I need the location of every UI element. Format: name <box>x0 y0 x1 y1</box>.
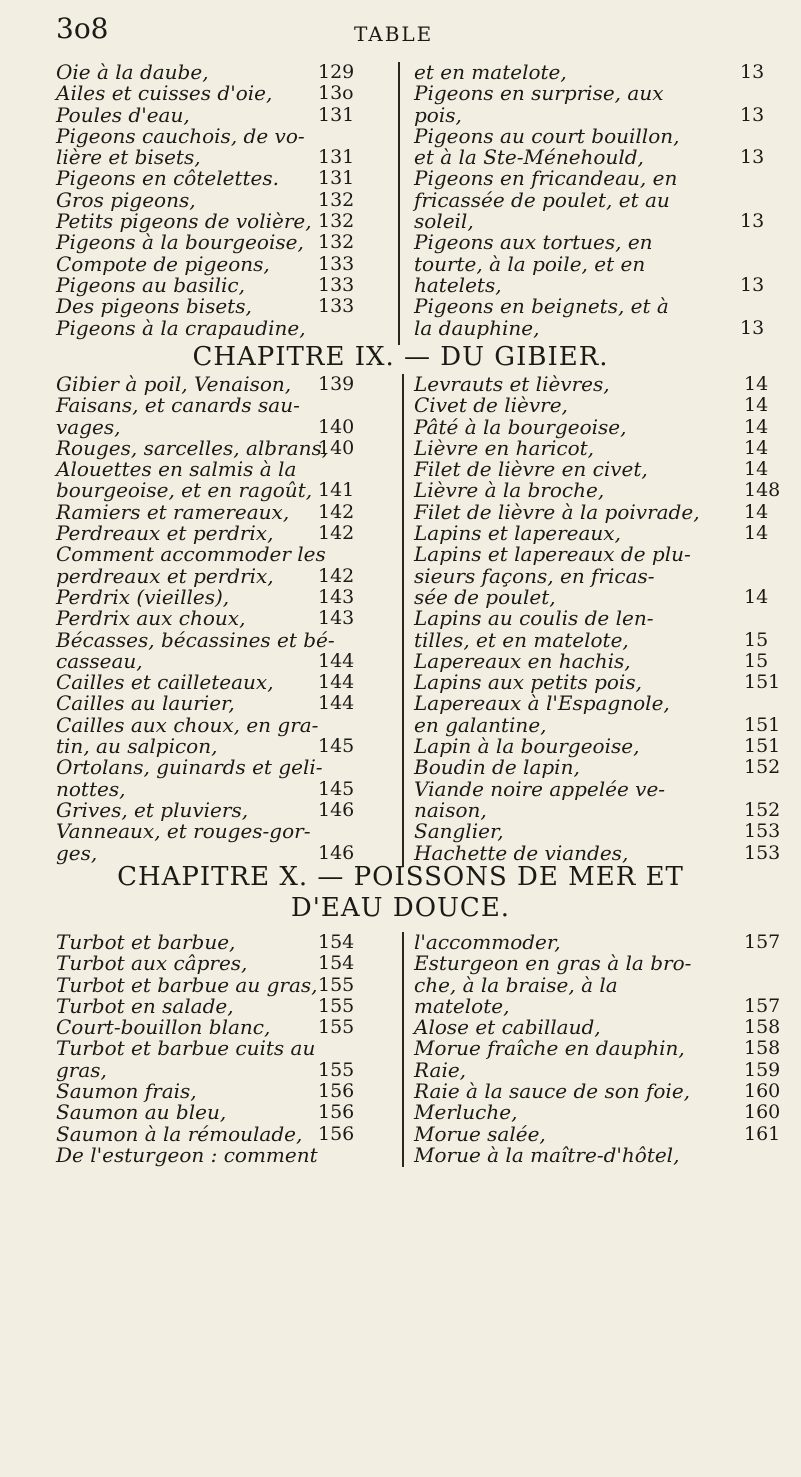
entry-title: Filet de lièvre en civet, <box>414 457 648 482</box>
entry-title: Merluche, <box>414 1100 518 1125</box>
entry-title: Lapins et lapereaux, <box>414 521 621 546</box>
index-entry <box>414 315 794 340</box>
entry-page-number: 152 <box>744 798 781 821</box>
entry-title: soleil, <box>414 209 474 234</box>
index-entry <box>414 62 794 83</box>
entry-title: Perdrix aux choux, <box>56 606 246 631</box>
entry-title: Morue à la maître-d'hôtel, <box>414 1142 680 1167</box>
entry-title: nottes, <box>56 776 126 801</box>
entry-title: bourgeoise, et en ragoût, <box>56 478 313 503</box>
index-entry <box>414 544 794 565</box>
index-entry <box>56 736 386 757</box>
entry-title: Pigeons à la bourgeoise, <box>56 230 304 255</box>
index-entry <box>414 1142 794 1167</box>
index-entry <box>414 821 794 842</box>
index-entry <box>56 840 386 865</box>
index-entry <box>56 672 386 693</box>
index-entry <box>414 627 794 652</box>
entry-page-number: 142 <box>318 500 355 523</box>
entry-page-number: 157 <box>744 931 781 953</box>
running-head: TABLE <box>354 22 434 46</box>
index-entry <box>414 776 794 801</box>
index-entry <box>56 932 386 953</box>
entry-page-number: 13o <box>318 82 354 105</box>
entry-title: De l'esturgeon : comment <box>56 1142 318 1167</box>
entry-title: matelote, <box>414 993 510 1018</box>
entry-title: lière et bisets, <box>56 145 201 170</box>
entry-page-number: 140 <box>318 415 355 438</box>
entry-title: Turbot aux câpres, <box>56 951 248 976</box>
entry-page-number: 148 <box>744 479 781 502</box>
entry-title: naison, <box>414 797 487 822</box>
index-entry <box>56 797 386 822</box>
entry-title: fricassée de poulet, et au <box>414 187 670 212</box>
page-header <box>0 12 801 46</box>
index-entry <box>414 672 794 693</box>
section3-left-column <box>56 932 386 1166</box>
entry-page-number: 156 <box>318 1080 355 1103</box>
entry-title: casseau, <box>56 648 143 673</box>
entry-title: la dauphine, <box>414 315 540 340</box>
entry-title: Turbot et barbue, <box>56 930 236 954</box>
entry-page-number: 141 <box>318 479 355 502</box>
entry-page-number: 152 <box>744 756 781 779</box>
index-entry <box>414 797 794 822</box>
index-entry <box>56 1017 386 1038</box>
entry-title: Lapereaux en hachis, <box>414 648 631 673</box>
index-entry <box>414 374 794 395</box>
entry-title: Pigeons au court bouillon, <box>414 123 680 148</box>
entry-title: Rouges, sarcelles, albrans, <box>56 435 329 460</box>
index-entry <box>56 972 386 997</box>
entry-page-number: 132 <box>318 210 355 233</box>
entry-page-number: 14 <box>744 500 769 523</box>
entry-page-number: 13 <box>740 103 765 126</box>
index-entry <box>56 211 386 232</box>
index-entry <box>56 296 386 317</box>
entry-page-number: 15 <box>744 649 769 672</box>
index-entry <box>414 1057 794 1082</box>
entry-page-number: 146 <box>318 841 355 864</box>
entry-title: Filet de lièvre à la poivrade, <box>414 499 700 524</box>
entry-title: Des pigeons bisets, <box>56 294 252 319</box>
entry-page-number: 146 <box>318 798 355 821</box>
index-entry <box>56 102 386 127</box>
index-entry <box>414 736 794 757</box>
entry-title: Morue salée, <box>414 1121 546 1146</box>
entry-page-number: 151 <box>744 735 781 758</box>
index-entry <box>414 1121 794 1146</box>
index-entry <box>56 187 386 212</box>
index-entry <box>56 544 386 565</box>
index-entry <box>56 1121 386 1146</box>
entry-page-number: 155 <box>318 1058 355 1081</box>
index-entry <box>414 296 794 317</box>
entry-title: Saumon au bleu, <box>56 1100 227 1125</box>
index-entry <box>414 1017 794 1038</box>
entry-title: Oie à la daube, <box>56 60 209 84</box>
index-entry <box>56 993 386 1018</box>
entry-page-number: 14 <box>744 436 769 459</box>
index-entry <box>414 187 794 212</box>
entry-title: Turbot et barbue cuits au <box>56 1036 316 1061</box>
index-entry <box>414 435 794 460</box>
entry-page-number: 13 <box>740 210 765 233</box>
index-entry <box>56 480 386 501</box>
entry-title: Grives, et pluviers, <box>56 797 249 822</box>
chapter-9-heading: CHAPITRE IX. — DU GIBIER. <box>192 342 609 372</box>
entry-title: Turbot et barbue au gras, <box>56 972 318 997</box>
entry-page-number: 158 <box>744 1037 781 1060</box>
entry-title: Levrauts et lièvres, <box>414 372 610 396</box>
entry-title: Lapin à la bourgeoise, <box>414 734 640 759</box>
index-entry <box>414 499 794 524</box>
entry-title: Pigeons à la crapaudine, <box>56 315 306 340</box>
entry-page-number: 13 <box>740 61 765 83</box>
entry-title: Cailles aux choux, en gra- <box>56 712 319 737</box>
index-entry <box>414 123 794 148</box>
index-entry <box>56 1081 386 1102</box>
entry-page-number: 13 <box>740 273 765 296</box>
index-entry <box>56 315 386 340</box>
entry-title: Raie, <box>414 1057 467 1082</box>
index-entry <box>414 1038 794 1059</box>
entry-title: Cailles et cailleteaux, <box>56 670 274 695</box>
entry-title: Ortolans, guinards et geli- <box>56 755 323 780</box>
index-entry <box>414 168 794 189</box>
entry-title: perdreaux et perdrix, <box>56 563 274 588</box>
index-entry <box>414 972 794 997</box>
entry-page-number: 14 <box>744 458 769 481</box>
index-entry <box>56 776 386 801</box>
column-rule <box>402 374 404 867</box>
entry-page-number: 153 <box>744 841 781 864</box>
index-entry <box>56 1038 386 1059</box>
entry-title: Cailles au laurier, <box>56 691 235 716</box>
index-entry <box>414 272 794 297</box>
index-entry <box>56 251 386 276</box>
index-entry <box>414 232 794 253</box>
entry-title: che, à la braise, à la <box>414 972 618 997</box>
entry-page-number: 140 <box>318 436 355 459</box>
index-entry <box>56 374 386 395</box>
entry-page-number: 14 <box>744 394 769 417</box>
entry-title: Esturgeon en gras à la bro- <box>414 951 692 976</box>
entry-page-number: 139 <box>318 373 355 395</box>
entry-title: Pigeons au basilic, <box>56 272 245 297</box>
entry-title: en galantine, <box>414 712 547 737</box>
entry-page-number: 142 <box>318 564 355 587</box>
entry-title: Hachette de viandes, <box>414 840 629 865</box>
index-entry <box>414 840 794 865</box>
entry-title: Petits pigeons de volière, <box>56 209 312 234</box>
entry-page-number: 144 <box>318 671 355 694</box>
index-entry <box>414 608 794 629</box>
entry-page-number: 155 <box>318 1016 355 1039</box>
entry-title: Sanglier, <box>414 819 504 844</box>
index-entry <box>414 1081 794 1102</box>
entry-title: hatelets, <box>414 272 502 297</box>
entry-title: Civet de lièvre, <box>414 393 568 418</box>
entry-title: Perdreaux et perdrix, <box>56 521 274 546</box>
entry-title: Raie à la sauce de son foie, <box>414 1079 691 1104</box>
entry-page-number: 129 <box>318 61 355 83</box>
entry-title: Pigeons aux tortues, en <box>414 230 653 255</box>
entry-page-number: 159 <box>744 1058 781 1081</box>
entry-page-number: 154 <box>318 952 355 975</box>
index-entry <box>414 563 794 588</box>
entry-title: Comment accommoder les <box>56 542 326 567</box>
entry-title: Pigeons en beignets, et à <box>414 294 669 319</box>
entry-title: sieurs façons, en fricas- <box>414 563 655 588</box>
index-entry <box>56 627 386 652</box>
index-entry <box>414 1102 794 1123</box>
entry-title: Saumon frais, <box>56 1079 197 1104</box>
entry-title: Court-bouillon blanc, <box>56 1015 271 1040</box>
entry-title: Lapins au coulis de len- <box>414 606 654 631</box>
section2-left-column <box>56 374 386 864</box>
entry-page-number: 161 <box>744 1122 781 1145</box>
entry-page-number: 133 <box>318 252 355 275</box>
entry-title: vages, <box>56 414 121 439</box>
section1-left-column <box>56 62 386 339</box>
entry-title: Poules d'eau, <box>56 102 190 127</box>
entry-page-number: 160 <box>744 1101 781 1124</box>
entry-title: et à la Ste-Ménehould, <box>414 145 644 170</box>
chapter-10-heading-line2: D'EAU DOUCE. <box>290 893 511 923</box>
index-entry <box>414 648 794 673</box>
entry-title: Compote de pigeons, <box>56 251 270 276</box>
index-entry <box>56 123 386 148</box>
entry-page-number: 157 <box>744 994 781 1017</box>
entry-page-number: 143 <box>318 585 355 608</box>
index-entry <box>56 168 386 189</box>
index-entry <box>414 584 794 609</box>
entry-page-number: 154 <box>318 931 355 953</box>
index-entry <box>56 147 386 168</box>
entry-page-number: 151 <box>744 671 781 694</box>
entry-title: Viande noire appelée ve- <box>414 776 666 801</box>
index-entry <box>56 62 386 83</box>
column-rule <box>398 62 400 345</box>
index-entry <box>414 459 794 480</box>
entry-title: Ailes et cuisses d'oie, <box>56 81 273 106</box>
entry-title: pois, <box>414 102 462 127</box>
index-entry <box>56 272 386 297</box>
entry-page-number: 131 <box>318 146 355 169</box>
entry-title: Morue fraîche en dauphin, <box>414 1036 685 1061</box>
entry-page-number: 132 <box>318 188 355 211</box>
entry-title: Perdrix (vieilles), <box>56 584 230 609</box>
entry-title: Lapins et lapereaux de plu- <box>414 542 691 567</box>
entry-page-number: 143 <box>318 607 355 630</box>
entry-page-number: 144 <box>318 692 355 715</box>
index-entry <box>414 414 794 439</box>
entry-title: tin, au salpicon, <box>56 734 218 759</box>
section3-right-column <box>414 932 794 1166</box>
entry-page-number: 160 <box>744 1080 781 1103</box>
entry-title: Boudin de lapin, <box>414 755 580 780</box>
section2-right-column <box>414 374 794 864</box>
entry-page-number: 13 <box>740 316 765 339</box>
column-rule <box>402 932 404 1167</box>
index-entry <box>414 693 794 714</box>
entry-title: Lièvre en haricot, <box>414 435 595 460</box>
entry-title: Pigeons cauchois, de vo- <box>56 123 305 148</box>
entry-title: Turbot en salade, <box>56 993 234 1018</box>
index-entry <box>56 953 386 974</box>
index-entry <box>56 712 386 737</box>
entry-title: Faisans, et canards sau- <box>56 393 300 418</box>
index-entry <box>56 83 386 104</box>
index-entry <box>56 584 386 609</box>
entry-title: Alose et cabillaud, <box>414 1015 601 1040</box>
index-entry <box>56 232 386 253</box>
entry-page-number: 156 <box>318 1122 355 1145</box>
index-entry <box>56 608 386 629</box>
entry-title: Lapereaux à l'Espagnole, <box>414 691 670 716</box>
entry-page-number: 14 <box>744 522 769 545</box>
index-entry <box>56 523 386 544</box>
entry-title: sée de poulet, <box>414 584 556 609</box>
entry-page-number: 144 <box>318 649 355 672</box>
entry-title: Vanneaux, et rouges-gor- <box>56 819 311 844</box>
section1-right-column <box>414 62 794 339</box>
index-entry <box>414 83 794 104</box>
entry-page-number: 151 <box>744 713 781 736</box>
entry-title: Pigeons en surprise, aux <box>414 81 664 106</box>
entry-title: Gros pigeons, <box>56 187 196 212</box>
entry-title: l'accommoder, <box>414 930 561 954</box>
index-entry <box>56 459 386 480</box>
index-entry <box>56 1142 386 1167</box>
index-entry <box>414 993 794 1018</box>
index-entry <box>56 563 386 588</box>
entry-title: gras, <box>56 1057 107 1082</box>
index-entry <box>414 251 794 276</box>
entry-page-number: 14 <box>744 415 769 438</box>
entry-title: Gibier à poil, Venaison, <box>56 372 292 396</box>
index-entry <box>56 395 386 416</box>
index-entry <box>56 821 386 842</box>
entry-title: Pâté à la bourgeoise, <box>414 414 627 439</box>
entry-page-number: 132 <box>318 231 355 254</box>
page-number: 3o8 <box>56 12 109 45</box>
entry-title: ges, <box>56 840 98 865</box>
index-entry <box>56 757 386 778</box>
index-entry <box>414 147 794 168</box>
entry-title: Bécasses, bécassines et bé- <box>56 627 335 652</box>
entry-page-number: 145 <box>318 777 355 800</box>
entry-page-number: 133 <box>318 295 355 318</box>
entry-page-number: 15 <box>744 628 769 651</box>
index-entry <box>414 712 794 737</box>
entry-title: Pigeons en fricandeau, en <box>414 166 678 191</box>
index-entry <box>414 523 794 544</box>
index-entry <box>414 953 794 974</box>
index-entry <box>414 102 794 127</box>
entry-page-number: 156 <box>318 1101 355 1124</box>
index-entry <box>414 480 794 501</box>
entry-title: Lièvre à la broche, <box>414 478 605 503</box>
index-entry <box>56 1102 386 1123</box>
entry-page-number: 142 <box>318 522 355 545</box>
entry-page-number: 158 <box>744 1016 781 1039</box>
entry-page-number: 131 <box>318 167 355 190</box>
entry-page-number: 153 <box>744 820 781 843</box>
entry-page-number: 133 <box>318 273 355 296</box>
index-entry <box>414 211 794 232</box>
entry-page-number: 13 <box>740 146 765 169</box>
index-entry <box>56 693 386 714</box>
index-entry <box>414 932 794 953</box>
index-entry <box>414 395 794 416</box>
chapter-10-heading-line1: CHAPITRE X. — POISSONS DE MER ET <box>117 862 684 892</box>
index-entry <box>56 648 386 673</box>
entry-title: tourte, à la poile, et en <box>414 251 646 276</box>
index-entry <box>56 414 386 439</box>
entry-title: tilles, et en matelote, <box>414 627 629 652</box>
entry-title: Lapins aux petits pois, <box>414 670 642 695</box>
index-entry <box>56 435 386 460</box>
entry-page-number: 14 <box>744 373 769 395</box>
entry-page-number: 155 <box>318 973 355 996</box>
entry-page-number: 131 <box>318 103 355 126</box>
entry-title: Pigeons en côtelettes. <box>56 166 279 191</box>
entry-title: Saumon à la rémoulade, <box>56 1121 303 1146</box>
entry-title: Ramiers et ramereaux, <box>56 499 290 524</box>
entry-title: et en matelote, <box>414 60 567 84</box>
entry-page-number: 14 <box>744 585 769 608</box>
index-entry <box>56 1057 386 1082</box>
entry-title: Alouettes en salmis à la <box>56 457 297 482</box>
entry-page-number: 155 <box>318 994 355 1017</box>
index-entry <box>56 499 386 524</box>
index-entry <box>414 757 794 778</box>
entry-page-number: 145 <box>318 735 355 758</box>
